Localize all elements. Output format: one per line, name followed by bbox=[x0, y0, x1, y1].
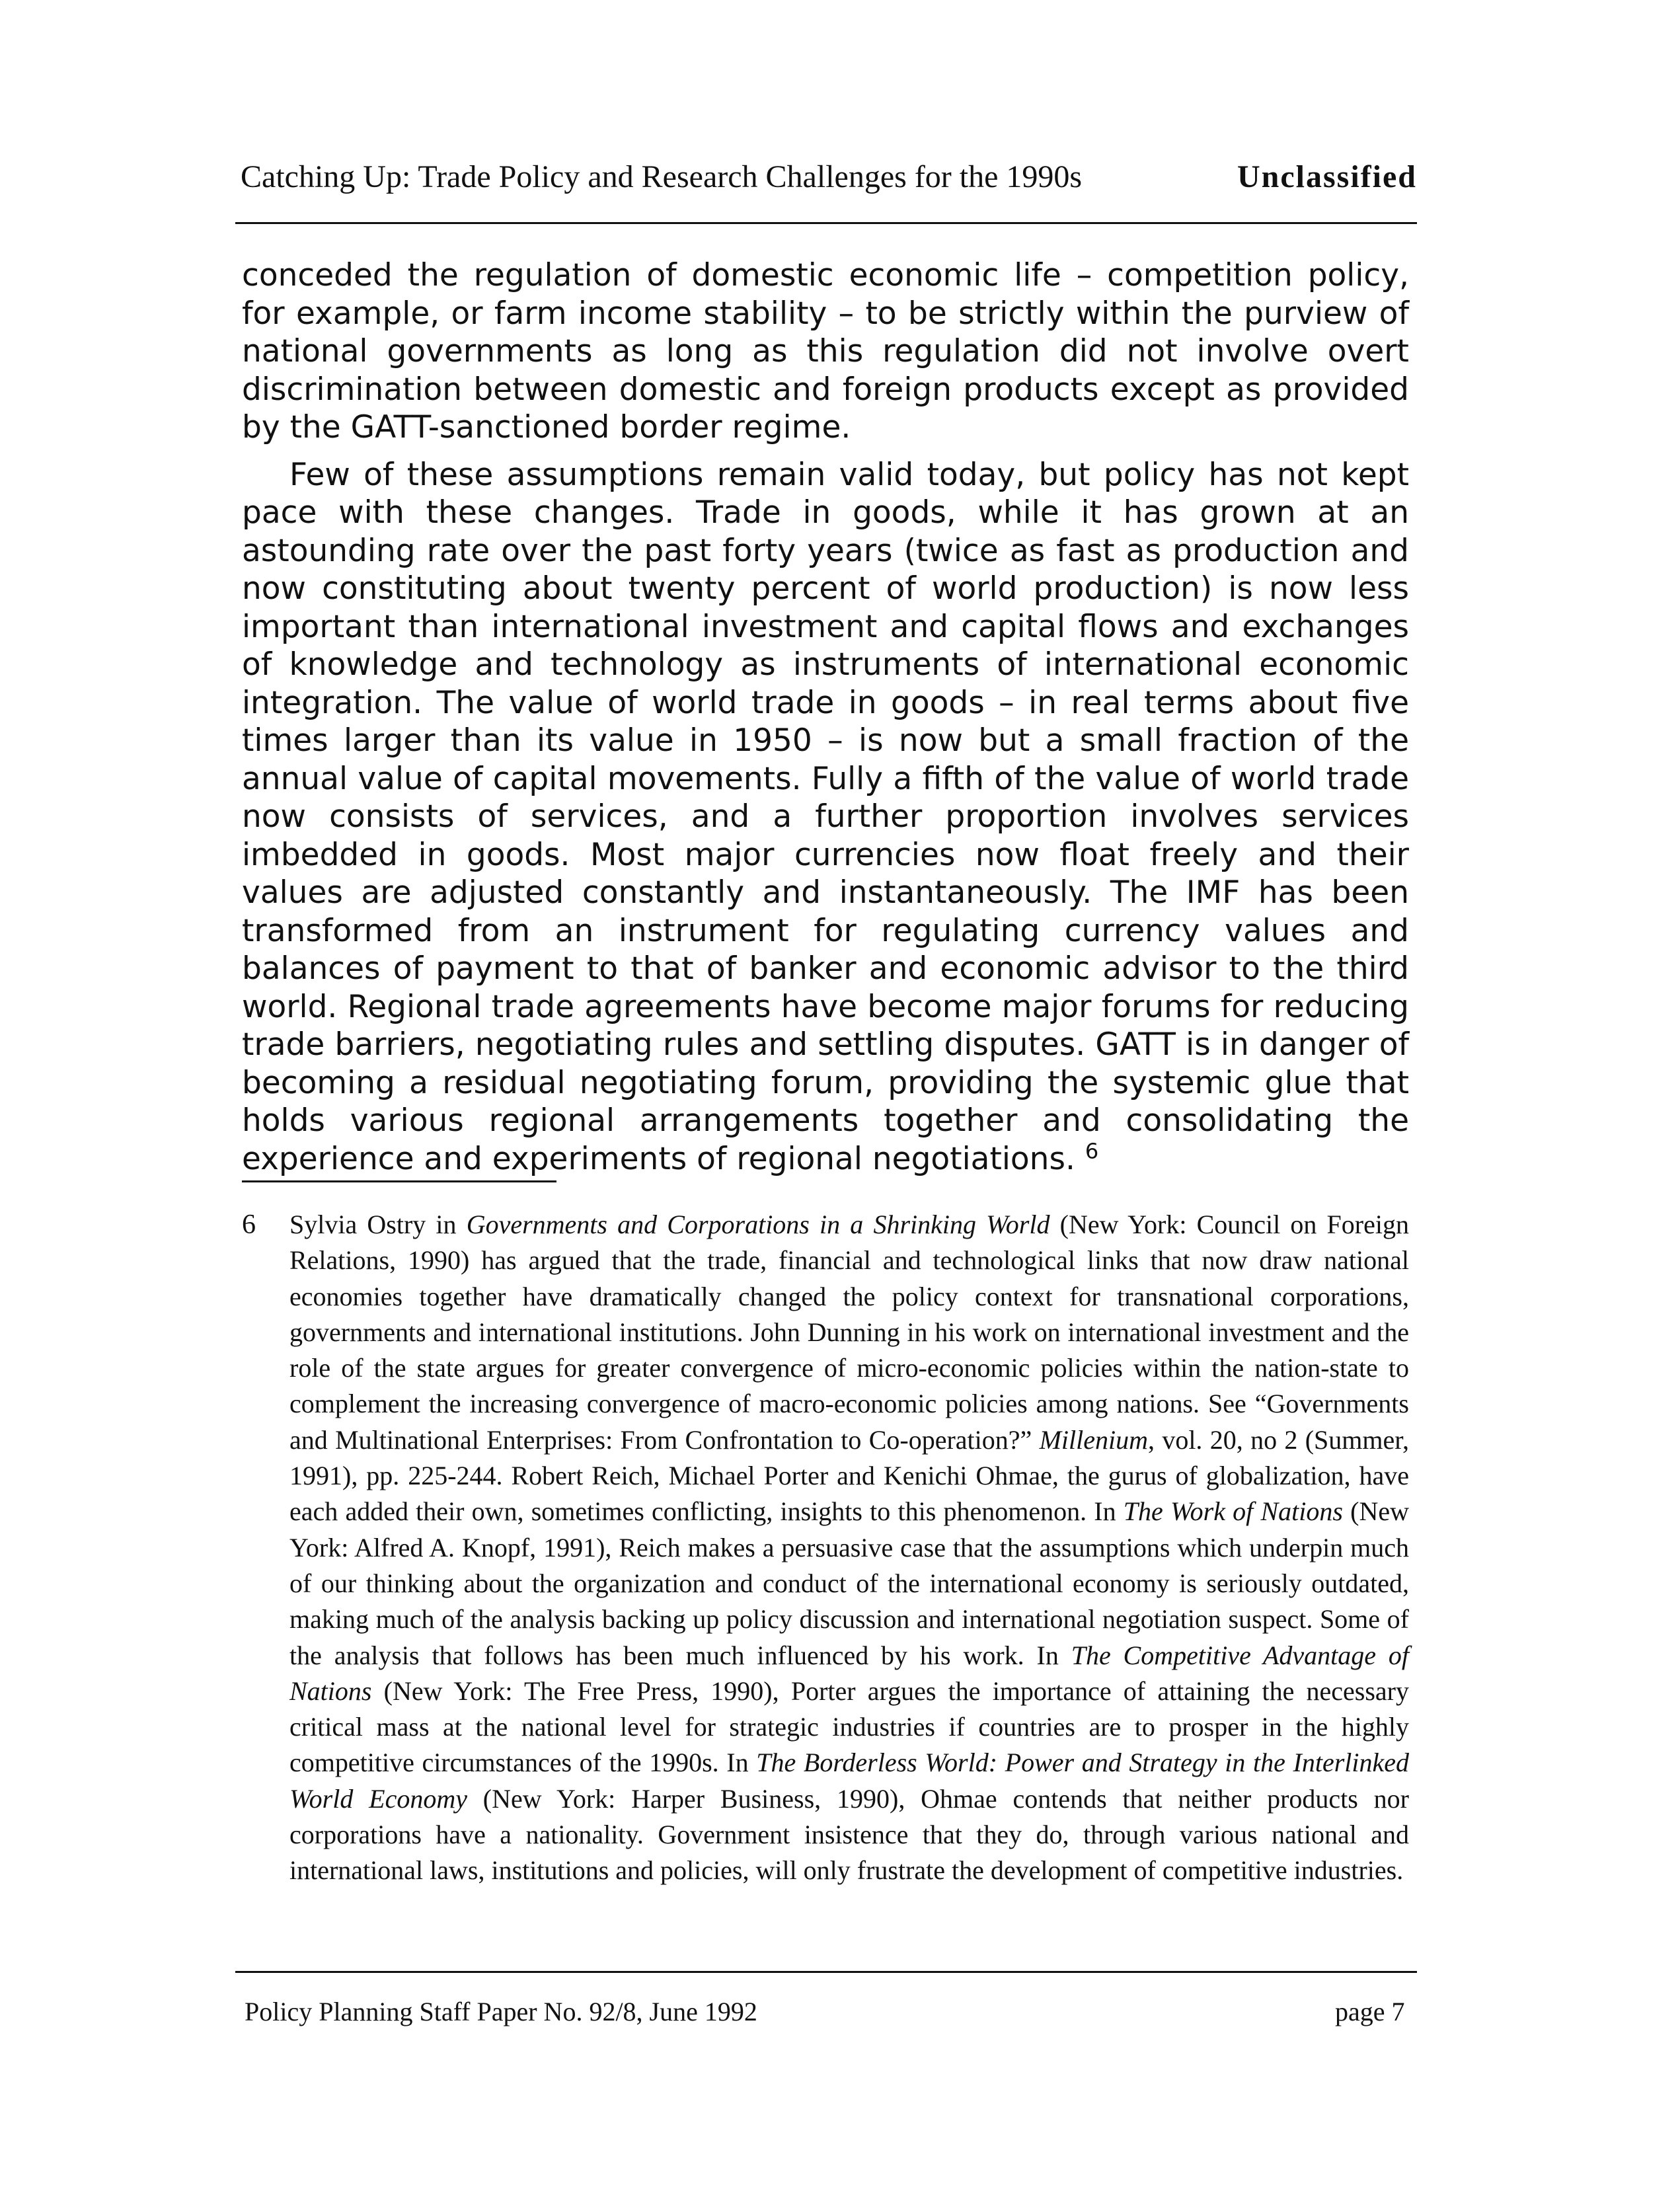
footnote bbox=[242, 1207, 1409, 1889]
footer-paper-reference: Policy Planning Staff Paper No. 92/8, June 1992 bbox=[245, 1997, 757, 2026]
footer-rule bbox=[235, 1971, 1417, 1973]
header-rule bbox=[235, 222, 1417, 224]
book-title: Governments and Corporations in a Shrinking World bbox=[466, 1210, 1050, 1239]
paragraph-1: conceded the regulation of domestic economic life – competition policy, for example, or farm income stability – to be strictly within the purview of national governments as long as this regulation did not involve overt discrimination between domestic and foreign products except as provided by the GATT-sanctioned border regime. bbox=[242, 257, 1409, 445]
footnote-text: Sylvia Ostry in Governments and Corporations in a Shrinking World (New York: Council on Foreign Relations, 1990) has argued that the trade, financial and technological links that now draw national economies together have dramatically changed the policy context for transnational corporations, governments and international institutions. John Dunning in his work on international investment and the role of the state argues for greater convergence of micro-economic policies within the nation-state to complement the increasing convergence of macro-economic policies among nations. See “Governments and Multinational Enterprises: From Confrontation to Co-operation?” Millenium, vol. 20, no 2 (Summer, 1991), pp. 225-244. Robert Reich, Michael Porter and Kenichi Ohmae, the gurus of globalization, have each added their own, sometimes conflicting, insights to this phenomenon. In The Work of Nations (New York: Alfred A. Knopf, 1991), Reich makes a persuasive case that the assumptions which underpin much of our thinking about the organization and conduct of the international economy is seriously outdated, making much of the analysis backing up policy discussion and international negotiation suspect. Some of the analysis that follows has been much influenced by his work. In The Competitive Advantage of Nations (New York: The Free Press, 1990), Porter argues the importance of attaining the necessary critical mass at the national level for strategic industries if countries are to prosper in the highly competitive circumstances of the 1990s. In The Borderless World: Power and Strategy in the Interlinked World Economy (New York: Harper Business, 1990), Ohmae contends that neither products nor corporations have a nationality. Government insistence that they do, through various national and international laws, institutions and policies, will only frustrate the development of competitive industries. bbox=[289, 1210, 1410, 1886]
footnote-rule bbox=[242, 1180, 556, 1182]
header-title: Catching Up: Trade Policy and Research Challenges for the 1990s bbox=[241, 159, 1083, 194]
page-number: page 7 bbox=[1335, 1997, 1405, 2026]
footnote-number: 6 bbox=[242, 1210, 256, 1240]
journal-title: Millenium bbox=[1039, 1424, 1148, 1455]
classification-label: Unclassified bbox=[1237, 159, 1417, 194]
book-title: The Borderless World: Power and Strategy in the Interlinked World Economy bbox=[289, 1748, 1410, 1814]
paragraph-2: Few of these assumptions remain valid today, but policy has not kept pace with these changes. Trade in goods, while it has grown at an astounding rate over the past forty years (twice as fast as production and now constituting about twenty percent of world production) is now less important than international investment and capital flows and exchanges of knowledge and technology as instruments of international economic integration. The value of world trade in goods – in real terms about five times larger than its value in 1950 – is now but a small fraction of the annual value of capital movements. Fully a fifth of the value of world trade now consists of services, and a further proportion involves services imbedded in goods. Most major currencies now float freely and their values are adjusted constantly and instantaneously. The IMF has been transformed from an instrument for regulating currency values and balances of payment to that of banker and economic advisor to the third world. Regional trade agreements have become major forums for reducing trade barriers, negotiating rules and settling disputes. GATT is in danger of becoming a residual negotiating forum, providing the systemic glue that holds various regional arrangements together and consolidating the experience and experiments of regional negotiations. $^6$ bbox=[242, 456, 1409, 1177]
page-header bbox=[241, 157, 1417, 204]
book-title: The Work of Nations bbox=[1123, 1496, 1343, 1527]
book-title: The Competitive Advantage of Nations bbox=[289, 1640, 1409, 1706]
footnote-reference: 6 bbox=[1085, 1137, 1099, 1163]
body-text bbox=[242, 256, 1409, 1178]
